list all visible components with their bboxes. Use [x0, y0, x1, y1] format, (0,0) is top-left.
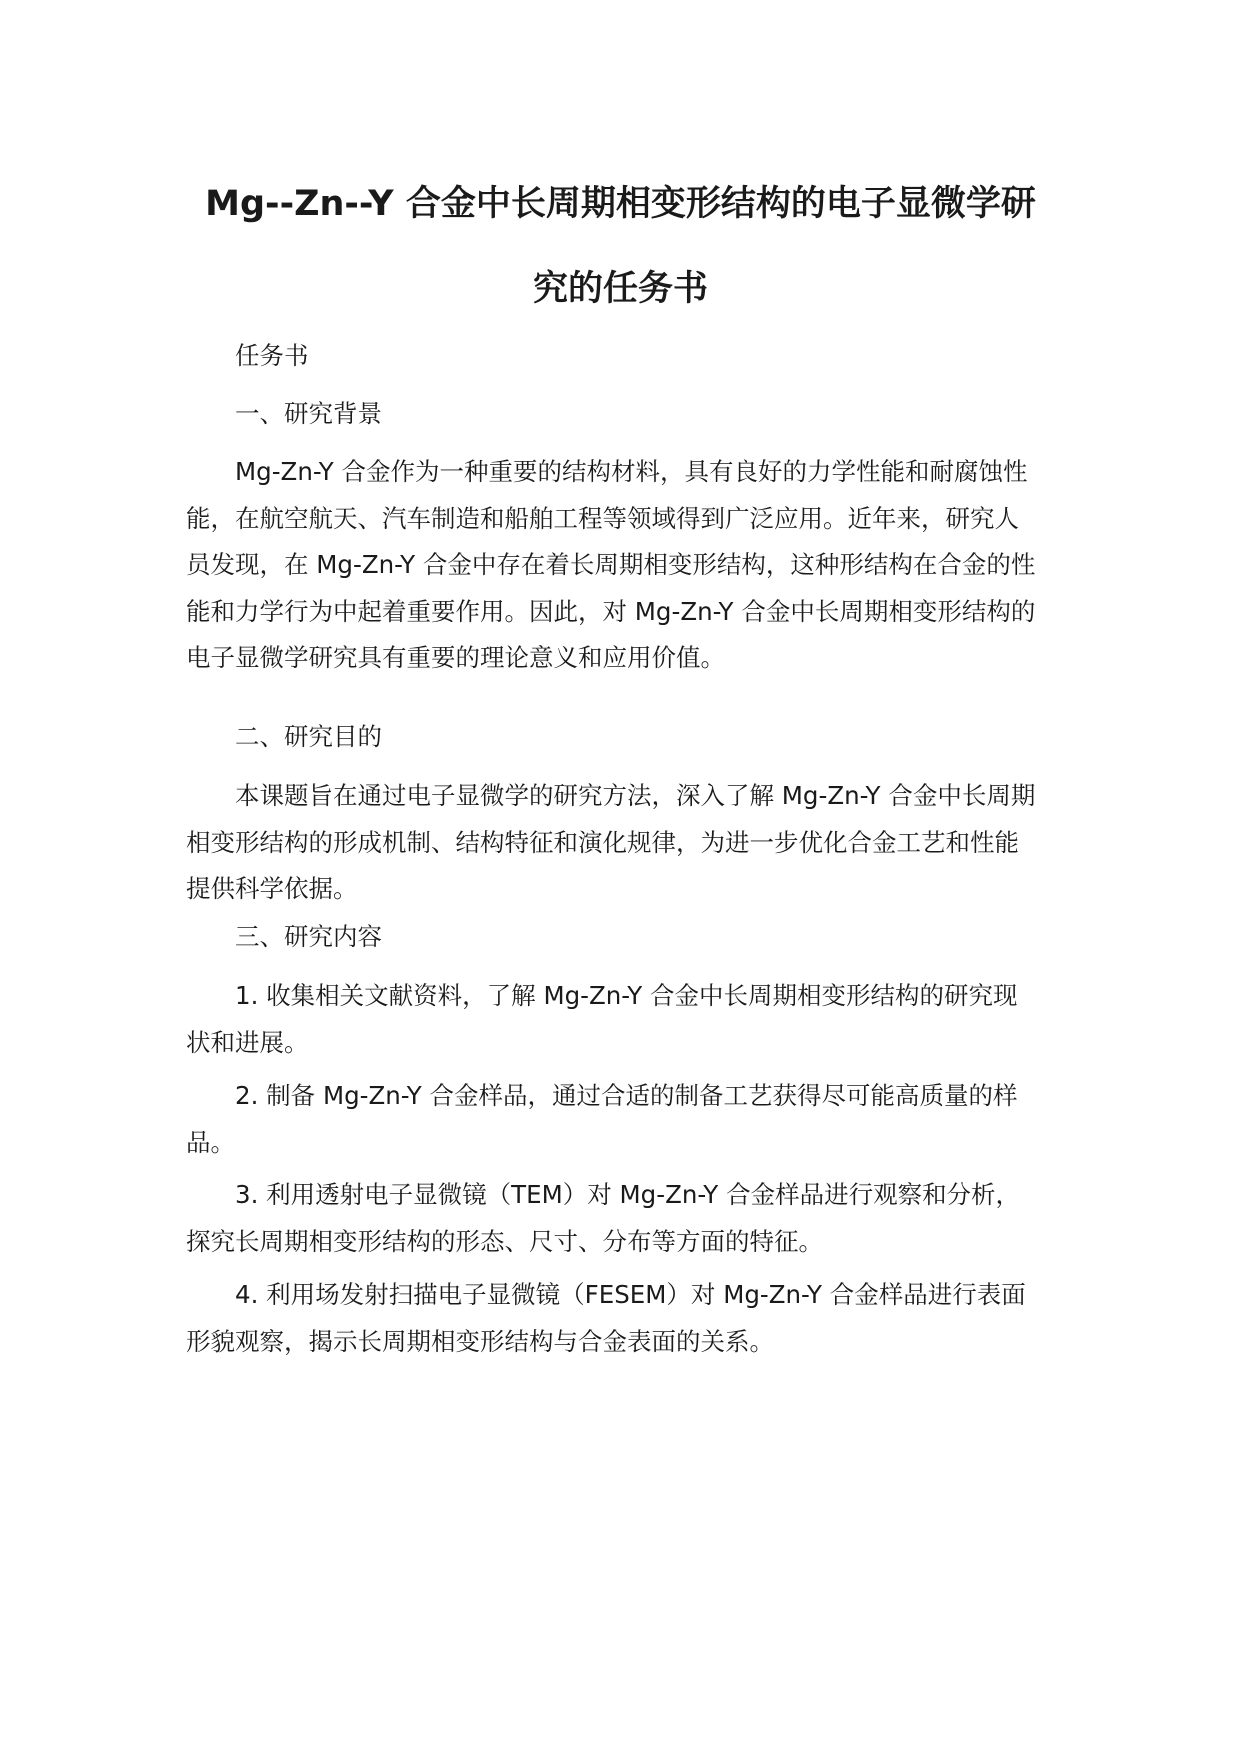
list-item-content-4: 4. 利用场发射扫描电子显微镜（FESEM）对 Mg-Zn-Y 合金样品进行表面形貌观察，揭示长周期相变形结构与合金表面的关系。 [186, 1280, 1026, 1356]
document-title-line-1: Mg--Zn--Y 合金中长周期相变形结构的电子显微学研 [205, 184, 1036, 224]
section-label-task-book: 任务书 [235, 341, 309, 370]
paragraph-research-purpose: 本课题旨在通过电子显微学的研究方法，深入了解 Mg-Zn-Y 合金中长周期相变形结构的形成机制、结构特征和演化规律，为进一步优化合金工艺和性能提供科学依据。 [186, 781, 1036, 903]
list-item-content-3: 3. 利用透射电子显微镜（TEM）对 Mg-Zn-Y 合金样品进行观察和分析，探究长周期相变形结构的形态、尺寸、分布等方面的特征。 [186, 1180, 1021, 1256]
heading-research-purpose: 二、研究目的 [235, 722, 382, 751]
list-item-content-2: 2. 制备 Mg-Zn-Y 合金样品，通过合适的制备工艺获得尽可能高质量的样品。 [186, 1081, 1018, 1157]
document-title-line-2: 究的任务书 [532, 269, 708, 309]
heading-research-content: 三、研究内容 [235, 922, 382, 951]
heading-research-background: 一、研究背景 [235, 399, 382, 428]
paragraph-research-background: Mg-Zn-Y 合金作为一种重要的结构材料，具有良好的力学性能和耐腐蚀性能，在航空航天、汽车制造和船舶工程等领域得到广泛应用。近年来，研究人员发现，在 Mg-Zn-Y 合金中存在着长周期相变形结构，这种形结构在合金的性能和力学行为中起着重要作用。因此，对 Mg-Zn-Y 合金中长周期相变形结构的电子显微学研究具有重要的理论意义和应用价值。 [186, 457, 1036, 672]
list-item-content-1: 1. 收集相关文献资料，了解 Mg-Zn-Y 合金中长周期相变形结构的研究现状和进展。 [186, 981, 1018, 1057]
